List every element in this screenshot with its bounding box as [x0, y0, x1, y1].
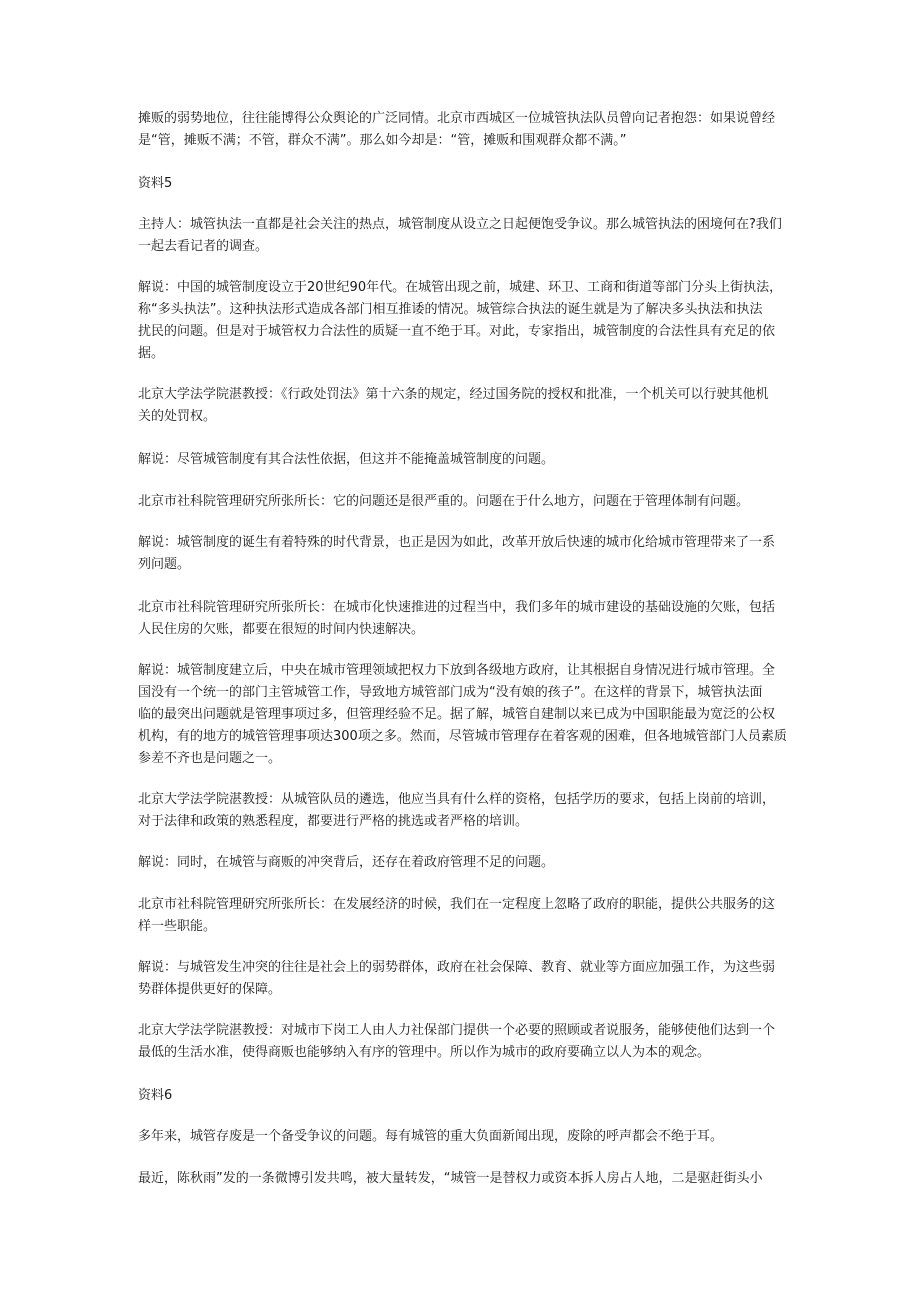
text-line: 北京大学法学院湛教授：从城管队员的遴选，他应当具有什么样的资格，包括学历的要求，包括上岗前的培训，	[138, 792, 776, 807]
paragraph-narration-government	[138, 852, 784, 874]
text-line: 最低的生活水准，使得商贩也能够纳入有序的管理中。所以作为城市的政府要确立以人为本的观念。	[138, 1045, 711, 1060]
paragraph-weibo-post	[138, 1168, 784, 1190]
paragraph-host-intro	[138, 214, 784, 258]
paragraph-narration-decentralization	[138, 660, 787, 770]
text-line: 称“多头执法”。这种执法形式造成各部门相互推诿的情况。城管综合执法的诞生就是为了解决多头执法和执法	[138, 302, 763, 317]
paragraph-professor-people-oriented	[138, 1020, 784, 1064]
text-line: 解说：城管制度建立后，中央在城市管理领域把权力下放到各级地方政府，让其根据自身情况进行城市管理。全	[138, 663, 776, 678]
paragraph-abolition-debate	[138, 1126, 784, 1148]
text-line: 最近，陈秋雨”发的一条微博引发共鸣，被大量转发，“城管一是替权力或资本拆人房占人地，二是驱赶街头小	[138, 1171, 763, 1186]
paragraph-narration-vulnerable	[138, 957, 784, 1001]
text-line: 扰民的问题。但是对于城管权力合法性的质疑一直不绝于耳。对此，专家指出，城管制度的合法性具有充足的依	[138, 324, 776, 339]
paragraph-director-public-service	[138, 894, 784, 938]
paragraph-narration-background	[138, 532, 784, 576]
text-line: 北京大学法学院湛教授：《行政处罚法》第十六条的规定，经过国务院的授权和批准，一个机关可以行驶其他机	[138, 387, 769, 402]
paragraph-professor-penalty-law	[138, 384, 784, 428]
text-line: 是“管，摊贩不满；不管，群众不满”。那么如今却是：“管，摊贩和围观群众都不满。”	[138, 133, 627, 148]
text-line: 摊贩的弱势地位，往往能博得公众舆论的广泛同情。北京市西城区一位城管执法队员曾向记者抱怨：如果说曾经	[138, 111, 776, 126]
text-line: 主持人：城管执法一直都是社会关注的热点，城管制度从设立之日起便饱受争议。那么城管执法的困境何在?我们	[138, 217, 782, 232]
text-line: 机构，有的地方的城管管理事项达300项之多。然而，尽管城市管理存在着客观的困难，但各地城管部门人员素质	[138, 729, 787, 744]
section-heading-material-5	[138, 173, 784, 195]
paragraph-director-problem	[138, 491, 784, 513]
text-line: 临的最突出问题就是管理事项过多，但管理经验不足。据了解，城管自建制以来已成为中国职能最为宽泛的公权	[138, 707, 776, 722]
text-line: 资料5	[138, 176, 173, 191]
text-line: 北京大学法学院湛教授：对城市下岗工人由人力社保部门提供一个必要的照顾或者说服务，能够使他们达到一个	[138, 1023, 776, 1038]
text-line: 资料6	[138, 1088, 173, 1103]
text-line: 据。	[138, 346, 165, 361]
paragraph-director-urbanization	[138, 597, 784, 641]
text-line: 样一些职能。	[138, 919, 217, 934]
text-line: 势群体提供更好的保障。	[138, 982, 282, 997]
text-line: 多年来，城管存废是一个备受争议的问题。每有城管的重大负面新闻出现，废除的呼声都会不绝于耳。	[138, 1129, 724, 1144]
text-line: 人民住房的欠账，都要在很短的时间内快速解决。	[138, 622, 425, 637]
paragraph-narration-legitimacy	[138, 449, 784, 471]
paragraph-narration-history	[138, 277, 784, 365]
text-line: 对于法律和政策的熟悉程度，都要进行严格的挑选或者严格的培训。	[138, 814, 529, 829]
section-heading-material-6	[138, 1085, 784, 1107]
text-line: 解说：城管制度的诞生有着特殊的时代背景，也正是因为如此，改革开放后快速的城市化给城市管理带来了一系	[138, 535, 776, 550]
text-line: 参差不齐也是问题之一。	[138, 751, 282, 766]
text-line: 国没有一个统一的部门主管城管工作，导致地方城管部门成为“没有娘的孩子”。在这样的背景下，城管执法面	[138, 685, 763, 700]
text-line: 北京市社科院管理研究所张所长：在发展经济的时候，我们在一定程度上忽略了政府的职能，提供公共服务的这	[138, 897, 776, 912]
text-line: 关的处罚权。	[138, 409, 217, 424]
text-line: 解说：尽管城管制度有其合法性依据，但这并不能掩盖城管制度的问题。	[138, 452, 555, 467]
text-line: 列问题。	[138, 557, 191, 572]
paragraph-professor-selection	[138, 789, 784, 833]
text-line: 解说：同时，在城管与商贩的冲突背后，还存在着政府管理不足的问题。	[138, 855, 555, 870]
text-line: 解说：中国的城管制度设立于20世纪90年代。在城管出现之前，城建、环卫、工商和街道等部门分头上街执法，	[138, 280, 783, 295]
text-line: 北京市社科院管理研究所张所长：它的问题还是很严重的。问题在于什么地方，问题在于管理体制有问题。	[138, 494, 750, 509]
paragraph-vendor-sympathy	[138, 108, 784, 152]
text-line: 一起去看记者的调查。	[138, 239, 269, 254]
text-line: 北京市社科院管理研究所张所长：在城市化快速推进的过程当中，我们多年的城市建设的基础设施的欠账，包括	[138, 600, 776, 615]
text-line: 解说：与城管发生冲突的往往是社会上的弱势群体，政府在社会保障、教育、就业等方面应加强工作，为这些弱	[138, 960, 776, 975]
